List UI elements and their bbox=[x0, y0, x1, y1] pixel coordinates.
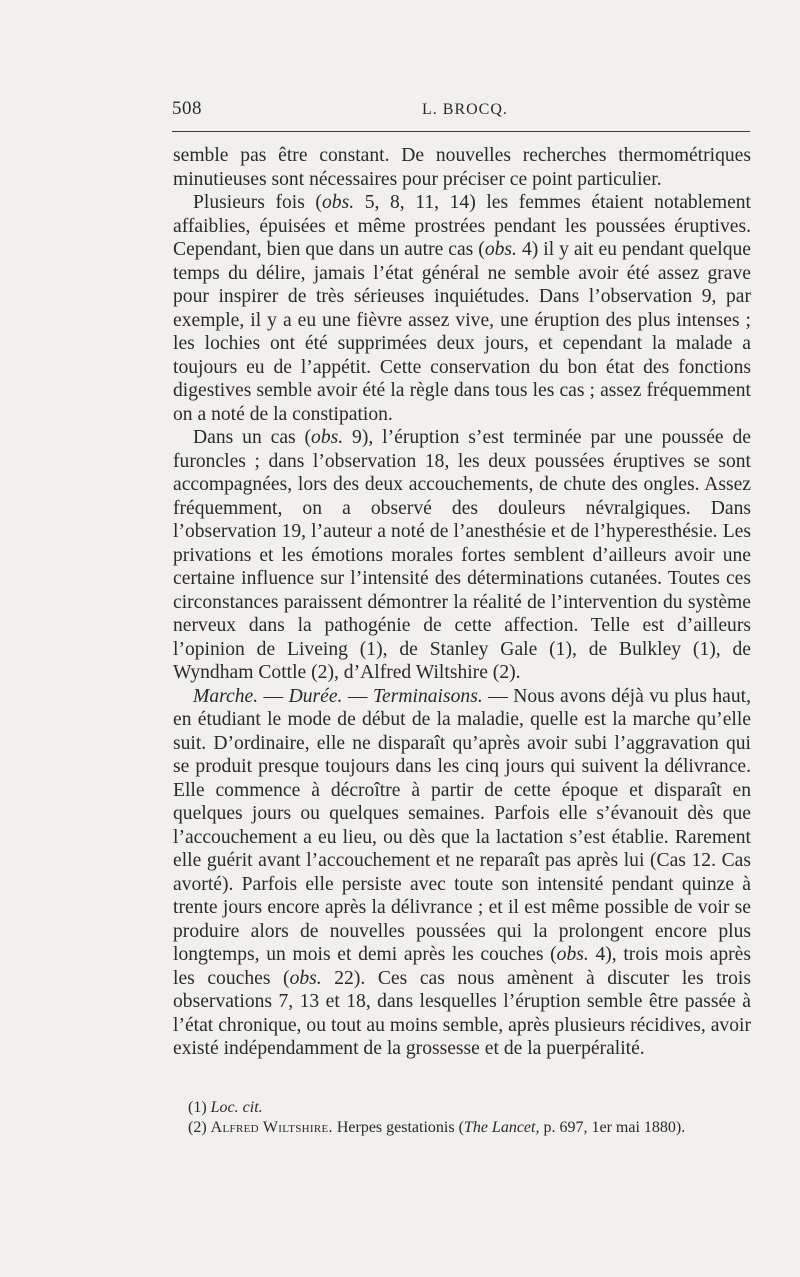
footnote-text: Loc. cit. bbox=[210, 1099, 263, 1116]
footnotes bbox=[188, 1098, 753, 1138]
footnote-journal: The Lancet, bbox=[463, 1119, 540, 1136]
paragraph-2: Plusieurs fois (obs. 5, 8, 11, 14) les femmes étaient notablement affaiblies, épuisées et même prostrées pendant les poussées éruptives. Cependant, bien que dans un autre cas (obs. 4) il y ait eu pendant quelque temps du délire, jamais l’état général ne semble avoir été assez grave pour inspirer de très sérieuses inquiétudes. Dans l’observation 9, par exemple, il y a eu une fièvre assez vive, une éruption des plus intenses ; les lochies ont été supprimées deux jours, et cependant la malade a toujours eu de l’appétit. Cette conservation du bon état des fonctions digestives semble avoir été la règle dans tous les cas ; assez fréquemment on a noté de la constipation. bbox=[173, 192, 752, 425]
body-text bbox=[173, 144, 751, 1061]
footnote-1 bbox=[188, 1098, 753, 1118]
page-header bbox=[172, 96, 750, 130]
footnote-title: Herpes gestationis bbox=[336, 1119, 455, 1136]
header-rule bbox=[172, 131, 750, 132]
footnote-mark: (1) bbox=[188, 1099, 207, 1116]
paragraph-4: Marche. — Durée. — Terminaisons. — Nous avons déjà vu plus haut, en étudiant le mode de début de la maladie, quelle est la marche qu’elle suit. D’ordinaire, elle ne disparaît qu’après avoir subi l’aggravation qui se produit presque toujours dans les cinq jours qui suivent la délivrance. Elle commence à décroître à partir de cette époque et disparaît en quelques jours ou quelques semaines. Parfois elle s’évanouit dès que l’accouchement a eu lieu, ou dès que la lactation s’est établie. Rarement elle guérit avant l’accouchement et ne reparaît pas après lui (Cas 12. Cas avorté). Parfois elle persiste avec toute son intensité pendant quinze à trente jours encore après la délivrance ; et il est même possible de voir se produire alors de nouvelles poussées qui la prolongent encore plus longtemps, un mois et demi après les couches (obs. 4), trois mois après les couches (obs. 22). Ces cas nous amènent à discuter les trois observations 7, 13 et 18, dans lesquelles l’éruption semble être passée à l’état chronique, ou tout au moins semble, après plusieurs récidives, avoir existé indépendamment de la grossesse et de la puerpéralité. bbox=[173, 685, 752, 1059]
paragraph-3: Dans un cas (obs. 9), l’éruption s’est terminée par une poussée de furoncles ; dans l’observation 18, les deux poussées éruptives se sont accompagnées, lors des deux accouchements, de chute des ongles. Assez fréquemment, on a observé des douleurs névralgiques. Dans l’observation 19, l’auteur a noté de l’anesthésie et de l’hyperesthésie. Les privations et les émotions morales fortes semblent d’ailleurs avoir une certaine influence sur l’intensité des déterminations cutanées. Toutes ces circonstances paraissent démontrer la réalité de l’intervention du système nerveux dans la pathogénie de cette affection. Telle est d’ailleurs l’opinion de Liveing (1), de Stanley Gale (1), de Bulkley (1), de Wyndham Cottle (2), d’Alfred Wiltshire (2). bbox=[173, 427, 751, 683]
page-number: 508 bbox=[172, 98, 202, 119]
footnote-reference: p. 697, 1er mai 1880). bbox=[543, 1119, 686, 1136]
paragraph-1: semble pas être constant. De nouvelles recherches thermométriques minutieuses sont nécessaires pour préciser ce point particulier. bbox=[173, 145, 751, 190]
footnote-mark: (2) bbox=[188, 1119, 207, 1136]
footnote-2: (2) Alfred Wiltshire. Herpes gestationis (The Lancet, p. 697, 1er mai 1880). bbox=[188, 1119, 686, 1136]
running-title: L. BROCQ. bbox=[422, 101, 508, 118]
footnote-author: Alfred Wiltshire. bbox=[210, 1119, 333, 1136]
